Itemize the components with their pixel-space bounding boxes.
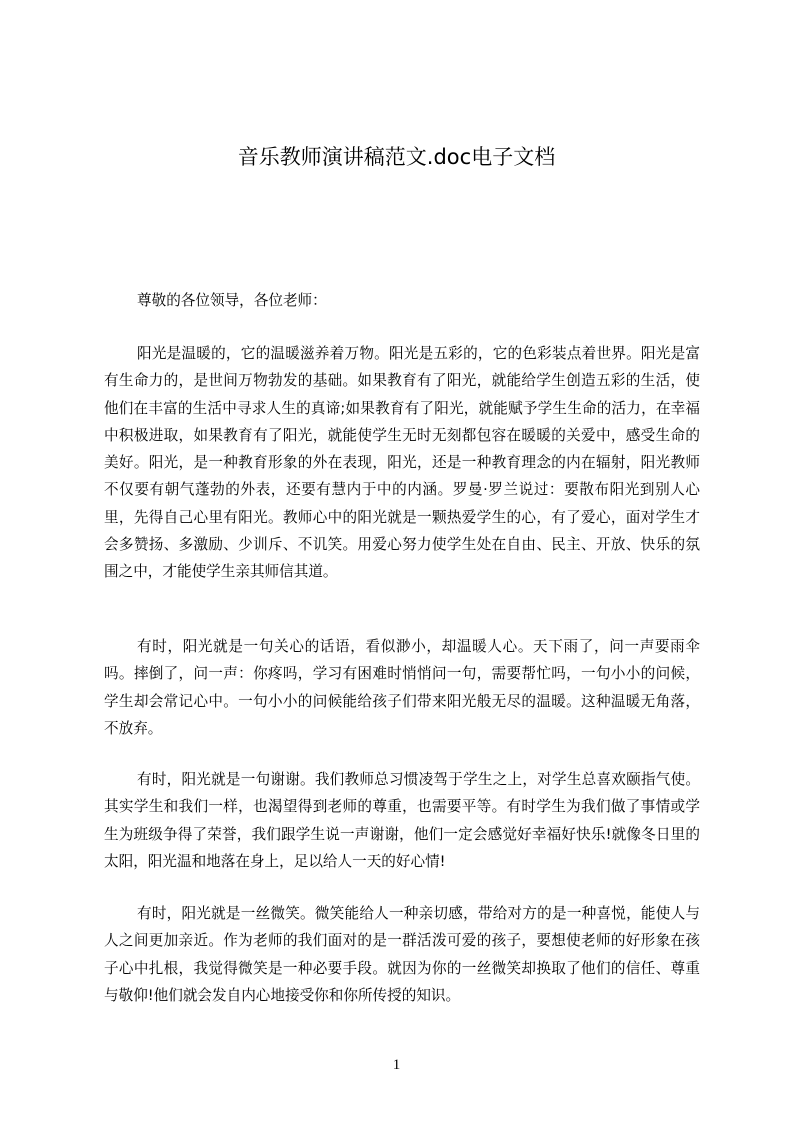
greeting-paragraph: 尊敬的各位领导，各位老师： bbox=[137, 292, 327, 309]
body-paragraph-smile: 有时，阳光就是一丝微笑。微笑能给人一种亲切感，带给对方的是一种喜悦，能使人与人之间更加亲近。作为老师的我们面对的是一群活泼可爱的孩子，要想使老师的好形象在孩子心中扎根，我觉得微笑是一种必要手段。就因为你的一丝微笑却换取了他们的信任、尊重与敬仰!他们就会发自内心地接受你和你所传授的知识。 bbox=[104, 905, 700, 1004]
document-title: 音乐教师演讲稿范文.doc电子文档 bbox=[237, 145, 556, 169]
body-paragraph-sunshine: 阳光是温暖的，它的温暖滋养着万物。阳光是五彩的，它的色彩装点着世界。阳光是富有生命力的，是世间万物勃发的基础。如果教育有了阳光，就能给学生创造五彩的生活，使他们在丰富的生活中寻求人生的真谛;如果教育有了阳光，就能赋予学生生命的活力，在幸福中积极进取，如果教育有了阳光，就能使学生无时无刻都包容在暖暖的关爱中，感受生命的美好。阳光，是一种教育形象的外在表现，阳光，还是一种教育理念的内在辐射，阳光教师不仅要有朝气蓬勃的外表，还要有慧内于中的内涵。罗曼·罗兰说过：要散布阳光到别人心里，先得自己心里有阳光。教师心中的阳光就是一颗热爱学生的心，有了爱心，面对学生才会多赞扬、多激励、少训斥、不讥笑。用爱心努力使学生处在自由、民主、开放、快乐的氛围之中，才能使学生亲其师信其道。 bbox=[104, 345, 700, 581]
page-number: 1 bbox=[392, 1057, 401, 1073]
body-paragraph-thank-you: 有时，阳光就是一句谢谢。我们教师总习惯凌驾于学生之上，对学生总喜欢颐指气使。其实学生和我们一样，也渴望得到老师的尊重，也需要平等。有时学生为我们做了事情或学生为班级争得了荣誉，我们跟学生说一声谢谢，他们一定会感觉好幸福好快乐!就像冬日里的太阳，阳光温和地落在身上，足以给人一天的好心情! bbox=[104, 771, 700, 870]
body-paragraph-caring-words: 有时，阳光就是一句关心的话语，看似渺小，却温暖人心。天下雨了，问一声要雨伞吗。摔倒了，问一声：你疼吗，学习有困难时悄悄问一句，需要帮忙吗，一句小小的问候，学生却会常记心中。一句小小的问候能给孩子们带来阳光般无尽的温暖。这种温暖无角落，不放弃。 bbox=[104, 638, 700, 737]
